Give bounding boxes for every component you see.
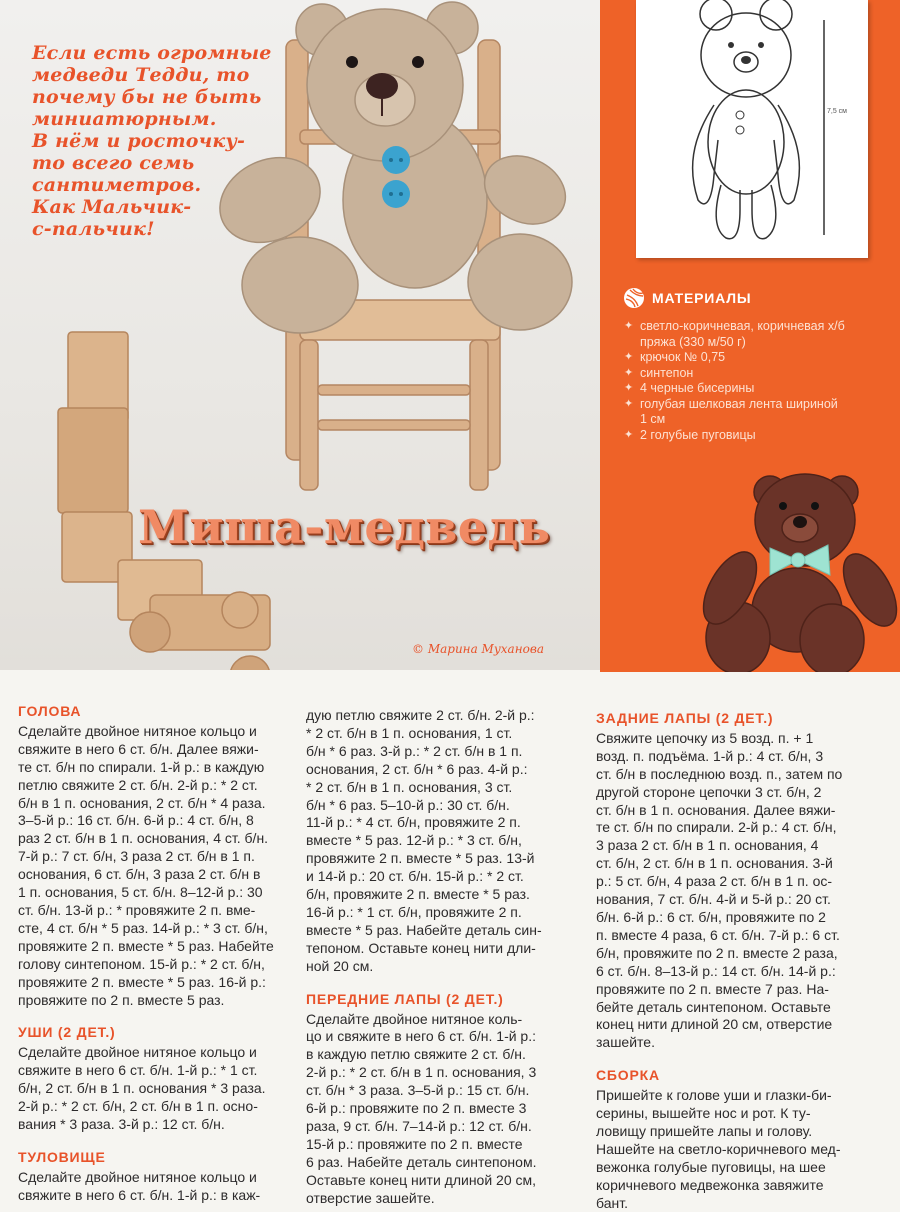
pattern-scheme (636, 0, 868, 258)
bear-outline-drawing (636, 0, 868, 258)
text-line: р.: 5 ст. б/н, 4 раза 2 ст. б/н в 1 п. ос- (596, 873, 833, 890)
text-line: провяжите по 2 п. вместе 7 раз. На- (596, 980, 829, 997)
section-body-front-paws (306, 1011, 574, 1208)
text-line: б/н, 2 ст. б/н в 1 п. основания * 3 раза. (18, 1080, 266, 1097)
material-line: 1 см (640, 412, 666, 426)
section-heading-body: ТУЛОВИЩЕ (18, 1148, 106, 1165)
text-line: Сделайте двойное нитяное кольцо и (18, 1044, 257, 1061)
text-line: 6 ст. б/н. 8–13-й р.: 14 ст. б/н. 14-й р.: (596, 962, 836, 979)
text-line: свяжите в него 6 ст. б/н. Далее вяжи- (18, 740, 259, 757)
intro-line: с-пальчик! (32, 218, 155, 240)
text-line: раза, 9 ст. б/н. 7–14-й р.: 12 ст. б/н. (306, 1117, 532, 1134)
text-line: провяжите по 2 п. вместе 5 раз. (18, 991, 225, 1008)
intro-line: Как Мальчик- (32, 196, 192, 218)
text-line: б/н в 1 п. основания, 2 ст. б/н * 4 раза. (18, 794, 266, 811)
text-line: конец нити длиной 20 см, отверстие (596, 1016, 833, 1033)
text-line: ст. б/н в последнюю возд. п., затем по (596, 765, 843, 782)
text-line: * 2 ст. б/н в 1 п. основания, 1 ст. (306, 724, 513, 741)
text-line: свяжите в него 6 ст. б/н. 1-й р.: * 1 ст. (18, 1062, 258, 1079)
text-line: вежонка голубые пуговицы, на шее (596, 1158, 826, 1175)
text-line: 3–5-й р.: 16 ст. б/н. 6-й р.: 4 ст. б/н, 8 (18, 812, 254, 829)
section-body-hind-paws (596, 730, 886, 1052)
text-line: Сделайте двойное нитяное коль- (306, 1010, 523, 1027)
section-body-head (18, 723, 290, 1010)
text-line: б/н * 6 раз. 3-й р.: * 2 ст. б/н в 1 п. (306, 742, 523, 759)
text-line: ст. б/н в 1 п. основания. Далее вяжи- (596, 801, 836, 818)
section-body-ears (18, 1044, 290, 1134)
text-line: возд. п. подъёма. 1-й р.: 4 ст. б/н, 3 (596, 747, 824, 764)
text-line: 11-й р.: * 4 ст. б/н, провяжите 2 п. (306, 814, 521, 831)
intro-line: миниатюрным. (32, 108, 217, 130)
text-line: те ст. б/н по спирали. 1-й р.: в каждую (18, 758, 265, 775)
section-heading-ears: УШИ (2 ДЕТ.) (18, 1024, 116, 1041)
text-line: 16-й р.: * 1 ст. б/н, провяжите 2 п. (306, 903, 522, 920)
photo-credit: © Марина Муханова (412, 642, 544, 656)
material-item (624, 366, 892, 382)
text-line: б/н. 6-й р.: 6 ст. б/н, провяжите по 2 (596, 908, 826, 925)
text-line: другой стороне цепочки 3 ст. б/н, 2 (596, 783, 822, 800)
text-line: раз 2 ст. б/н в 1 п. основания, 4 ст. б/н. (18, 830, 269, 847)
text-line: * 2 ст. б/н в 1 п. основания, 3 ст. (306, 778, 513, 795)
text-line: 1 п. основания, 5 ст. б/н. 8–12-й р.: 30 (18, 884, 263, 901)
column-left (18, 703, 290, 1205)
text-line: 2-й р.: * 2 ст. б/н, 2 ст. б/н в 1 п. осно- (18, 1098, 258, 1115)
intro-text (32, 42, 272, 240)
main-photo (0, 0, 600, 670)
text-line: коричневого медвежонка завяжите (596, 1176, 824, 1193)
intro-line: Если есть огромные (32, 42, 272, 64)
article-title: Миша-медведь (138, 500, 551, 554)
materials-list (624, 319, 892, 443)
materials-heading (624, 290, 751, 306)
text-line: нования, 7 ст. б/н. 4-й и 5-й р.: 20 ст. (596, 891, 831, 908)
text-line: Сделайте двойное нитяное кольцо и (18, 1168, 257, 1185)
text-line: 15-й р.: провяжите по 2 п. вместе (306, 1135, 523, 1152)
text-line: и 14-й р.: 20 ст. б/н. 15-й р.: * 2 ст. (306, 868, 524, 885)
section-heading-assembly: СБОРКА (596, 1067, 660, 1084)
text-line: Оставьте конец нити длиной 20 см, (306, 1171, 537, 1188)
text-line: ной 20 см. (306, 957, 374, 974)
text-line: в каждую петлю свяжите 2 ст. б/н. (306, 1046, 526, 1063)
material-line: синтепон (640, 365, 694, 380)
text-line: Нашейте на светло-коричневого мед- (596, 1140, 841, 1157)
text-line: Пришейте к голове уши и глазки-би- (596, 1087, 832, 1104)
text-line: б/н, провяжите по 2 п. вместе 2 раза, (596, 944, 838, 961)
section-heading-hind-paws: ЗАДНИЕ ЛАПЫ (2 ДЕТ.) (596, 710, 774, 726)
text-line: цо и свяжите в него 6 ст. б/н. 1-й р.: (306, 1028, 537, 1045)
text-line: вместе * 5 раз. 12-й р.: * 3 ст. б/н, (306, 832, 522, 849)
section-heading-head: ГОЛОВА (18, 703, 82, 719)
text-line: голову синтепоном. 15-й р.: * 2 ст. б/н, (18, 955, 265, 972)
text-line: 6 раз. Набейте деталь синтепоном. (306, 1153, 537, 1170)
text-line: 6-й р.: провяжите по 2 п. вместе 3 (306, 1100, 527, 1117)
text-line: основания, 2 ст. б/н * 6 раз. 4-й р.: (306, 760, 528, 777)
text-line: свяжите в него 6 ст. б/н. 1-й р.: в каж- (18, 1186, 261, 1203)
intro-line: В нём и росточку- (32, 130, 246, 152)
text-line: б/н * 6 раз. 5–10-й р.: 30 ст. б/н. (306, 796, 510, 813)
material-line: крючок № 0,75 (640, 350, 726, 364)
intro-line: то всего семь (32, 152, 195, 174)
material-line: светло-коричневая, коричневая х/б (640, 319, 845, 333)
section-body-body (18, 1169, 290, 1205)
text-line: Сделайте двойное нитяное кольцо и (18, 722, 257, 739)
text-line: отверстие зашейте. (306, 1189, 435, 1206)
text-line: провяжите 2 п. вместе * 5 раз. 16-й р.: (18, 973, 266, 990)
material-item (624, 319, 892, 350)
text-line: серины, вышейте нос и рот. К ту- (596, 1105, 811, 1122)
text-line: провяжите 2 п. вместе * 5 раз. 13-й (306, 850, 535, 867)
text-line: ст. б/н * 3 раза. 3–5-й р.: 15 ст. б/н. (306, 1082, 530, 1099)
text-line: ловищу пришейте лапы и голову. (596, 1122, 813, 1139)
size-label: 7,5 см (827, 108, 847, 115)
section-body-body-continued (306, 707, 574, 976)
text-line: те ст. б/н по спирали. 2-й р.: 4 ст. б/н, (596, 819, 837, 836)
text-line: зашейте. (596, 1034, 655, 1051)
text-line: 7-й р.: 7 ст. б/н, 3 раза 2 ст. б/н в 1 п. (18, 848, 255, 865)
text-line: тепоном. Оставьте конец нити дли- (306, 939, 536, 956)
text-line: ст. б/н, 2 ст. б/н в 1 п. основания. 3-й (596, 855, 833, 872)
text-line: петлю свяжите 2 ст. б/н. 2-й р.: * 2 ст. (18, 776, 258, 793)
material-line: голубая шелковая лента шириной (640, 396, 838, 411)
text-line: б/н, провяжите 2 п. вместе * 5 раз. (306, 886, 530, 903)
text-line: 2-й р.: * 2 ст. б/н в 1 п. основания, 3 (306, 1064, 537, 1081)
materials-heading-text: МАТЕРИАЛЫ (652, 290, 752, 306)
text-line: провяжите 2 п. вместе * 5 раз. Набейте (18, 937, 274, 954)
text-line: бейте деталь синтепоном. Оставьте (596, 998, 831, 1015)
material-item (624, 350, 892, 366)
text-line: вания * 3 раза. 3-й р.: 12 ст. б/н. (18, 1115, 225, 1132)
text-line: сте, 4 ст. б/н * 5 раз. 14-й р.: * 3 ст. б/н, (18, 919, 268, 936)
material-item (624, 381, 892, 397)
material-line: пряжа (330 м/50 г) (640, 334, 746, 349)
text-line: 3 раза 2 ст. б/н в 1 п. основания, 4 (596, 837, 819, 854)
text-line: основания, 6 ст. б/н, 3 раза 2 ст. б/н в (18, 866, 261, 883)
column-right (596, 710, 886, 1212)
intro-line: сантиметров. (32, 174, 202, 196)
material-item (624, 397, 892, 428)
text-line: п. вместе 4 раза, 6 ст. б/н. 7-й р.: 6 ст. (596, 926, 840, 943)
material-line: 2 голубые пуговицы (640, 427, 756, 442)
text-line: дую петлю свяжите 2 ст. б/н. 2-й р.: (306, 707, 535, 723)
intro-line: медведи Тедди, то (32, 64, 250, 86)
intro-line: почему бы не быть (32, 86, 262, 108)
section-heading-front-paws: ПЕРЕДНИЕ ЛАПЫ (2 ДЕТ.) (306, 990, 504, 1007)
material-item (624, 428, 892, 444)
text-line: ст. б/н. 13-й р.: * провяжите 2 п. вме- (18, 901, 256, 918)
text-line: Свяжите цепочку из 5 возд. п. + 1 (596, 729, 814, 746)
column-middle (306, 707, 574, 1207)
section-body-assembly (596, 1087, 886, 1212)
text-line: бант. (596, 1194, 628, 1211)
text-line: вместе * 5 раз. Набейте деталь син- (306, 921, 542, 938)
material-line: 4 черные бисерины (640, 381, 755, 395)
